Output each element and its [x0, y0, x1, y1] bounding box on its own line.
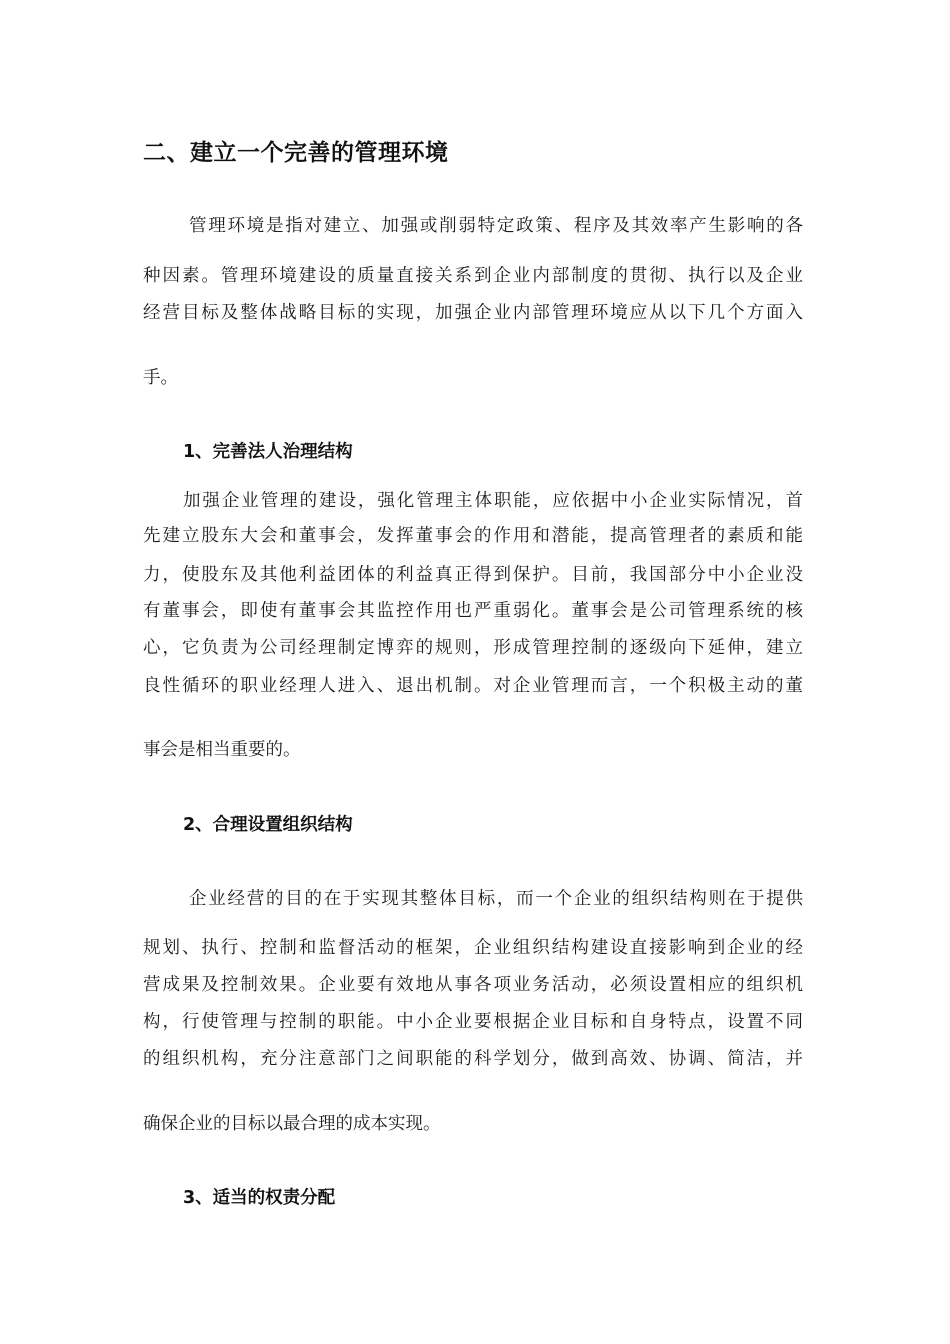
paragraph-2-line-5: 的组织机构，充分注意部门之间职能的科学划分，做到高效、协调、简洁，并	[143, 1049, 803, 1069]
paragraph-2-line-6: 确保企业的目标以最合理的成本实现。	[143, 1114, 441, 1134]
intro-line-3: 经营目标及整体战略目标的实现，加强企业内部管理环境应从以下几个方面入	[143, 303, 803, 323]
subsection-heading-3: 3、适当的权责分配	[183, 1188, 336, 1208]
paragraph-1-line-7: 事会是相当重要的。	[143, 740, 301, 760]
paragraph-1-line-6: 良性循环的职业经理人进入、退出机制。对企业管理而言，一个积极主动的董	[143, 676, 803, 696]
paragraph-1-line-3: 力，使股东及其他利益团体的利益真正得到保护。目前，我国部分中小企业没	[143, 565, 803, 585]
intro-line-4: 手。	[143, 368, 178, 388]
intro-line-2: 种因素。管理环境建设的质量直接关系到企业内部制度的贯彻、执行以及企业	[143, 266, 803, 286]
intro-line-1: 管理环境是指对建立、加强或削弱特定政策、程序及其效率产生影响的各	[189, 216, 803, 236]
subsection-heading-2: 2、合理设置组织结构	[183, 815, 353, 835]
paragraph-1-line-2: 先建立股东大会和董事会，发挥董事会的作用和潜能，提高管理者的素质和能	[143, 526, 803, 546]
subsection-heading-1: 1、完善法人治理结构	[183, 442, 353, 462]
paragraph-1-line-1: 加强企业管理的建设，强化管理主体职能，应依据中小企业实际情况，首	[183, 491, 803, 511]
paragraph-2-line-2: 规划、执行、控制和监督活动的框架，企业组织结构建设直接影响到企业的经	[143, 938, 803, 958]
paragraph-2-line-3: 营成果及控制效果。企业要有效地从事各项业务活动，必须设置相应的组织机	[143, 975, 803, 995]
paragraph-2-line-1: 企业经营的目的在于实现其整体目标，而一个企业的组织结构则在于提供	[189, 889, 803, 909]
paragraph-2-line-4: 构，行使管理与控制的职能。中小企业要根据企业目标和自身特点，设置不同	[143, 1012, 803, 1032]
paragraph-1-line-5: 心，它负责为公司经理制定博弈的规则，形成管理控制的逐级向下延伸，建立	[143, 638, 803, 658]
paragraph-1-line-4: 有董事会，即使有董事会其监控作用也严重弱化。董事会是公司管理系统的核	[143, 601, 803, 621]
section-heading: 二、建立一个完善的管理环境	[143, 140, 449, 166]
